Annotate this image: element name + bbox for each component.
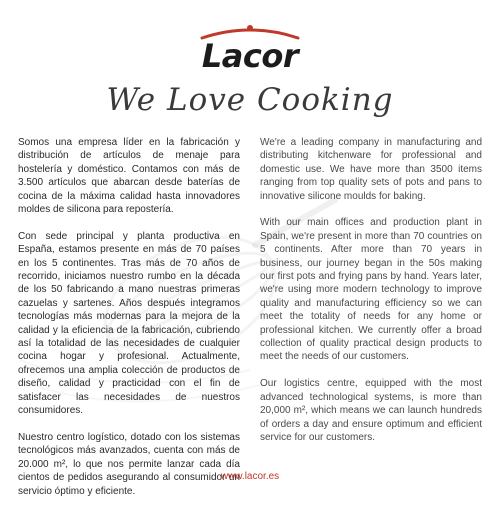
english-paragraph: We're a leading company in manufacturing and distributing kitchenware for professional and domestic use. We have more than 3500 items ranging from top quality sets of pots and pans to innovative silicone moulds for baking. [260,137,482,202]
english-column [260,136,482,458]
lid-icon [190,24,310,40]
spanish-paragraph: Somos una empresa líder en la fabricación y distribución de artículos de menaje para hostelería y doméstico. Contamos con más de 3.500 artículos que abarcan desde baterías de cocina de la máxima calidad hasta innovadores moldes de silicona para repostería. [18,137,240,216]
spanish-column [18,136,240,511]
english-paragraph: With our main offices and production plant in Spain, we're present in more than 70 countries on 5 continents. After more than 70 years in business, our journey began in the 50s making our first pots and frying pans by hand. Years later, we're using more modern technology to improve quality and manufacturing efficiency so we can meet the totality of needs for any home or professional kitchen. We currently offer a broad collection of quality practical design products to meet the needs of our customers. [260,217,482,363]
website-link[interactable]: www.lacor.es [220,471,280,482]
spanish-paragraph: Con sede principal y planta productiva en España, estamos presente en más de 70 países en los 5 continentes. Tras más de 70 años de recorrido, iniciamos nuestro rumbo en la década de los 50 fabricando a mano nuestras primeras cazuelas y sartenes. Años después integramos tecnologías más modernas para la mejora de la calidad y la eficiencia de la fabricación, cubriendo así la totalidad de las necesidades de cualquier cocina hogar y profesional. Actualmente, ofrecemos una amplia colección de productos de diseño, calidad y practicidad con el fin de satisfacer las necesidades de nuestros consumidores. [18,230,240,417]
logo-wordmark: Lacor [201,37,299,75]
tagline: We Love Cooking [106,82,394,118]
english-paragraph: Our logistics centre, equipped with the most advanced technological systems, is more than 20,000 m², which means we can launch hundreds of orders a day and ensure optimum and efficient service for our customers. [260,378,482,443]
spanish-paragraph: Nuestro centro logístico, dotado con los sistemas tecnológicos más avanzados, cuenta con más de 20.000 m², lo que nos permite lanzar cada día cientos de pedidos asegurando al consumidor un servicio óptimo y eficiente. [18,431,240,497]
brand-logo [0,24,500,75]
